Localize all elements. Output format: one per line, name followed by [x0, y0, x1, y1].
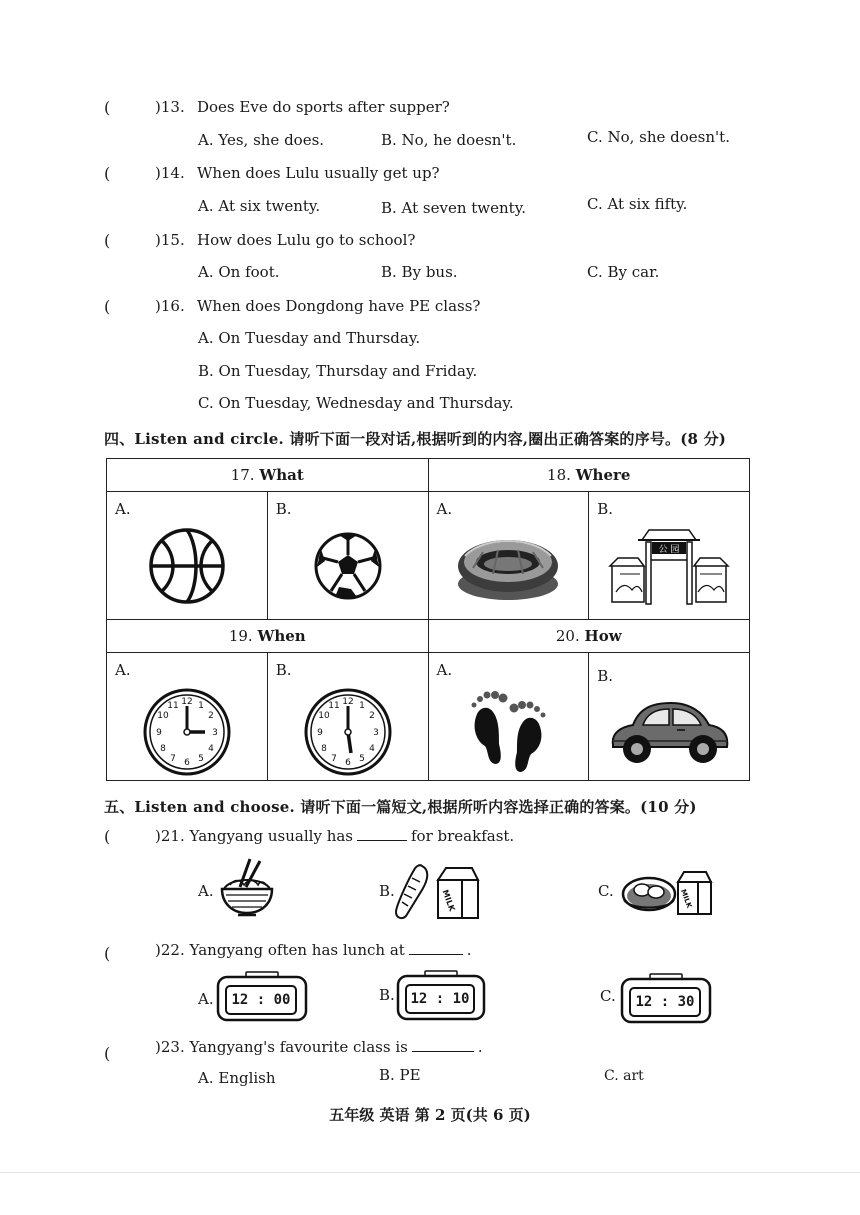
option-label-c[interactable]: C.: [600, 987, 616, 1005]
clock-icon: [303, 687, 393, 777]
option-b[interactable]: B. At seven twenty.: [381, 199, 526, 217]
grid-header-20: 20. How: [428, 619, 750, 652]
question-number: )23.: [155, 1038, 185, 1056]
option-a[interactable]: A. Yes, she does.: [198, 131, 325, 149]
section-4-title: 四、Listen and circle. 请听下面一段对话,根据听到的内容,圈出正确答案的序号。(8 分): [104, 430, 727, 448]
question-text-post: .: [466, 941, 472, 959]
option-17b[interactable]: [267, 492, 428, 620]
svg-text:1: 1: [358, 700, 365, 711]
svg-text:4: 4: [368, 743, 375, 754]
listen-circle-grid: [106, 458, 750, 781]
option-a[interactable]: A. On foot.: [198, 263, 280, 281]
option-label-c[interactable]: C.: [598, 882, 614, 900]
option-label-b[interactable]: B.: [379, 986, 395, 1004]
eggs-plate-icon: [620, 870, 678, 914]
svg-text:4: 4: [208, 743, 214, 754]
option-c[interactable]: C. On Tuesday, Wednesday and Thursday.: [198, 394, 514, 412]
svg-text:2: 2: [368, 710, 375, 721]
option-label: A.: [436, 500, 453, 519]
option-label: B.: [597, 500, 614, 519]
svg-text:11: 11: [327, 700, 340, 711]
question-text-pre: Yangyang often has lunch at: [189, 941, 405, 959]
time-display: 12 : 00: [231, 992, 291, 1008]
milk-label: MILK: [440, 888, 457, 913]
svg-text:11: 11: [167, 700, 179, 711]
soccer-ball-icon: [313, 531, 383, 601]
svg-text:6: 6: [344, 757, 351, 768]
svg-text:9: 9: [316, 727, 323, 738]
question-number: )14.: [155, 164, 185, 182]
page-footer: 五年级 英语 第 2 页(共 6 页): [329, 1106, 531, 1124]
svg-text:1: 1: [198, 700, 204, 711]
svg-text:8: 8: [160, 743, 166, 754]
question-stem: [155, 1038, 483, 1056]
option-label: B.: [275, 661, 292, 680]
option-20a[interactable]: [428, 653, 589, 781]
option-c[interactable]: C. No, she doesn't.: [587, 128, 730, 146]
milk-carton-icon: [432, 866, 482, 920]
svg-text:9: 9: [156, 727, 162, 738]
svg-text:8: 8: [320, 743, 327, 754]
noodles-bowl-icon: [216, 857, 278, 919]
option-c[interactable]: C. art: [604, 1068, 644, 1084]
question-number: )13.: [155, 98, 185, 116]
svg-text:2: 2: [208, 710, 214, 721]
answer-blank: [357, 827, 407, 841]
park-sign-text: 公 园: [658, 544, 680, 555]
question-text-pre: Yangyang's favourite class is: [189, 1038, 408, 1056]
page-bottom-divider: [0, 1172, 860, 1173]
option-a[interactable]: A. At six twenty.: [198, 197, 321, 215]
milk-label: MILK: [679, 888, 694, 910]
answer-blank: [409, 941, 463, 955]
option-a[interactable]: A. English: [198, 1069, 276, 1087]
time-display: 12 : 30: [635, 994, 695, 1010]
question-text-pre: Yangyang usually has: [189, 827, 353, 845]
svg-text:12: 12: [341, 696, 354, 707]
grid-header-17: 17. What: [107, 459, 429, 492]
alarm-clock-a[interactable]: [216, 970, 308, 1022]
section-5-title: 五、Listen and choose. 请听下面一篇短文,根据所听内容选择正确的答案。(10 分): [104, 798, 697, 816]
stadium-icon: [453, 526, 563, 606]
svg-text:5: 5: [198, 753, 204, 764]
basketball-icon: [147, 526, 227, 606]
option-b[interactable]: B. By bus.: [381, 263, 458, 281]
option-a[interactable]: A. On Tuesday and Thursday.: [198, 329, 421, 347]
option-c[interactable]: C. At six fifty.: [587, 195, 688, 213]
question-text-post: for breakfast.: [411, 827, 515, 845]
option-label: B.: [597, 667, 614, 686]
question-text: When does Dongdong have PE class?: [197, 297, 481, 315]
svg-text:10: 10: [317, 710, 330, 721]
answer-paren[interactable]: (: [104, 1044, 111, 1063]
question-stem: [155, 827, 514, 845]
grid-header-19: 19. When: [107, 619, 429, 652]
answer-blank: [412, 1038, 474, 1052]
clock-icon: [142, 687, 232, 777]
answer-paren[interactable]: (: [104, 944, 111, 963]
question-text: How does Lulu go to school?: [197, 231, 416, 249]
question-number: )16.: [155, 297, 185, 315]
svg-text:12: 12: [181, 696, 193, 707]
alarm-clock-c[interactable]: [620, 972, 712, 1024]
question-number: )21.: [155, 827, 185, 845]
option-17a[interactable]: [107, 492, 268, 620]
time-display: 12 : 10: [410, 991, 470, 1007]
milk-carton-icon: [674, 870, 714, 916]
answer-paren[interactable]: (: [104, 98, 111, 117]
option-label: A.: [115, 661, 131, 680]
option-19a[interactable]: [107, 653, 268, 781]
svg-text:3: 3: [372, 727, 379, 738]
answer-paren[interactable]: (: [104, 164, 111, 183]
svg-text:3: 3: [212, 727, 218, 738]
svg-text:7: 7: [170, 753, 176, 764]
option-label: B.: [275, 500, 292, 519]
footprints-icon: [463, 684, 553, 774]
option-18b[interactable]: [589, 492, 750, 620]
svg-text:7: 7: [330, 753, 337, 764]
option-b[interactable]: B. PE: [379, 1066, 421, 1084]
answer-paren[interactable]: (: [104, 231, 111, 250]
option-label: A.: [115, 500, 131, 519]
question-text: Does Eve do sports after supper?: [197, 98, 450, 116]
answer-paren[interactable]: (: [104, 827, 111, 846]
question-number: )15.: [155, 231, 185, 249]
svg-text:6: 6: [184, 757, 190, 768]
option-label: A.: [436, 661, 453, 680]
svg-text:5: 5: [358, 753, 365, 764]
answer-paren[interactable]: (: [104, 297, 111, 316]
option-18a[interactable]: [428, 492, 589, 620]
car-icon: [607, 697, 731, 767]
question-text-post: .: [477, 1038, 483, 1056]
alarm-clock-b[interactable]: [396, 969, 486, 1021]
option-20b[interactable]: [589, 653, 750, 781]
bread-icon: [394, 864, 430, 920]
option-b[interactable]: B. No, he doesn't.: [381, 131, 517, 149]
question-stem: [155, 941, 472, 959]
grid-header-18: 18. Where: [428, 459, 750, 492]
option-19b[interactable]: [267, 653, 428, 781]
question-number: )22.: [155, 941, 185, 959]
option-c[interactable]: C. By car.: [587, 263, 660, 281]
option-b[interactable]: B. On Tuesday, Thursday and Friday.: [198, 362, 478, 380]
park-gate-icon: [604, 526, 734, 606]
option-label-a[interactable]: A.: [198, 990, 214, 1008]
option-label-a[interactable]: A.: [198, 882, 214, 900]
question-text: When does Lulu usually get up?: [197, 164, 440, 182]
svg-text:10: 10: [157, 710, 169, 721]
option-label-b[interactable]: B.: [379, 882, 395, 900]
